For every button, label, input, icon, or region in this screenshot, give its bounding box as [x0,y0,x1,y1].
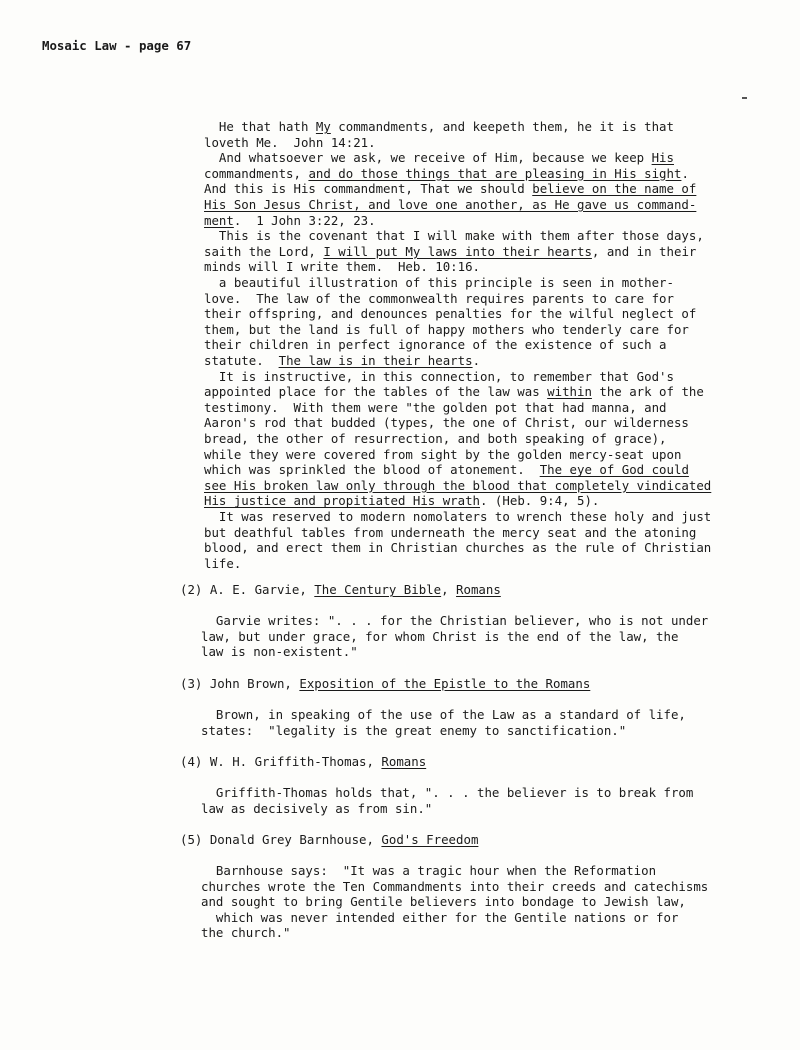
body-line: bread, the other of resurrection, and both speaking of grace), [204,431,667,446]
body-line: ment. 1 John 3:22, 23. [204,212,376,228]
body-line [204,197,696,213]
underlined-text: The law is in their hearts [278,353,473,368]
body-line: blood, and erect them in Christian churches as the rule of Christian [204,540,712,556]
underlined-text: The Century Bible [314,582,442,597]
body-line: them, but the land is full of happy mothers who tenderly care for [204,321,689,337]
underlined-text: believe on the name of [532,181,697,197]
body-line: while they were covered from sight by the golden mercy-seat upon [204,446,682,462]
body-line: Aaron's rod that budded (types, the one of Christ, our wilderness [204,415,689,431]
body-line: commandments, and do those things that are pleasing in His sight. [204,165,689,181]
reference-quote-line: the church." [201,925,291,941]
body-line: saith the Lord, I will put My laws into their hearts, and in their [204,243,697,259]
body-line: loveth Me. John 14:21. [204,134,376,150]
body-line: life. [204,555,242,571]
body-line: testimony. With them were "the golden pot that had manna, and [204,399,667,415]
body-line: His justice and propitiated His wrath. (Heb. 9:4, 5). [204,493,600,509]
underlined-text: Romans [456,582,501,597]
underlined-text: My [315,119,331,134]
page-header: Mosaic Law - page 67 [42,38,192,53]
body-line: It is instructive, in this connection, to remember that God's [204,368,674,384]
margin-mark [742,97,747,99]
underlined-text: His justice and propitiated His wrath [204,493,481,509]
body-line: statute. The law is in their hearts. [204,353,481,368]
underlined-text: Romans [381,754,427,769]
reference-quote-line: states: "legality is the great enemy to sanctification." [201,722,627,738]
body-line: which was sprinkled the blood of atonement. The eye of God could [204,462,689,478]
body-line: And whatsoever we ask, we receive of Him, because we keep His [204,150,674,166]
body-line: their children in perfect ignorance of the existence of such a [204,337,667,353]
reference-quote-line: law, but under grace, for whom Christ is the end of the law, the [201,628,679,644]
underlined-text: I will put My laws into their hearts [323,243,592,259]
reference-quote-line: Garvie writes: ". . . for the Christian believer, who is not under [201,613,709,628]
reference-quote-line: churches wrote the Ten Commandments into their creeds and catechisms [201,878,709,894]
reference-heading: (3) John Brown, Exposition of the Epistle to the Romans [180,676,591,691]
body-line: appointed place for the tables of the law was within the ark of the [204,384,704,400]
body-line: This is the covenant that I will make with them after those days, [204,228,704,244]
reference-quote-line: Barnhouse says: "It was a tragic hour when the Reformation [201,863,657,878]
body-line: their offspring, and denounces penalties for the wilful neglect of [204,306,697,322]
underlined-text: within [547,384,592,400]
underlined-text: see His broken law only through the blood that completely vindicated [204,477,712,493]
reference-quote-line: law as decisively as from sin." [201,800,433,816]
underlined-text: His Son Jesus Christ, and love one another, as He gave us command- [204,197,697,212]
reference-quote-line: Brown, in speaking of the use of the Law as a standard of life, [201,707,686,722]
body-line: He that hath My commandments, and keepeth them, he it is that [204,119,674,134]
underlined-text: and do those things that are pleasing in His sight [308,165,682,181]
reference-heading: (4) W. H. Griffith-Thomas, Romans [180,754,427,769]
body-line: And this is His commandment, That we should believe on the name of [204,181,697,197]
reference-heading: (2) A. E. Garvie, The Century Bible, Romans [180,582,501,597]
reference-quote-line: and sought to bring Gentile believers into bondage to Jewish law, [201,894,686,910]
body-line: but deathful tables from underneath the mercy seat and the atoning [204,524,697,540]
body-line: love. The law of the commonwealth requires parents to care for [204,290,674,306]
body-line: minds will I write them. Heb. 10:16. [204,259,481,275]
underlined-text: His [651,150,674,166]
reference-heading: (5) Donald Grey Barnhouse, God's Freedom [180,832,479,847]
underlined-text: Exposition of the Epistle to the Romans [299,676,591,691]
body-line [204,478,711,494]
body-line: a beautiful illustration of this principle is seen in mother- [204,275,674,290]
underlined-text: ment [204,212,234,228]
underlined-text: God's Freedom [381,832,479,847]
reference-quote-line: which was never intended either for the Gentile nations or for [201,909,679,925]
body-line: It was reserved to modern nomolaters to wrench these holy and just [204,509,712,524]
reference-quote-line: law is non-existent." [201,644,358,660]
reference-quote-line: Griffith-Thomas holds that, ". . . the believer is to break from [201,785,694,800]
underlined-text: The eye of God could [539,462,689,478]
